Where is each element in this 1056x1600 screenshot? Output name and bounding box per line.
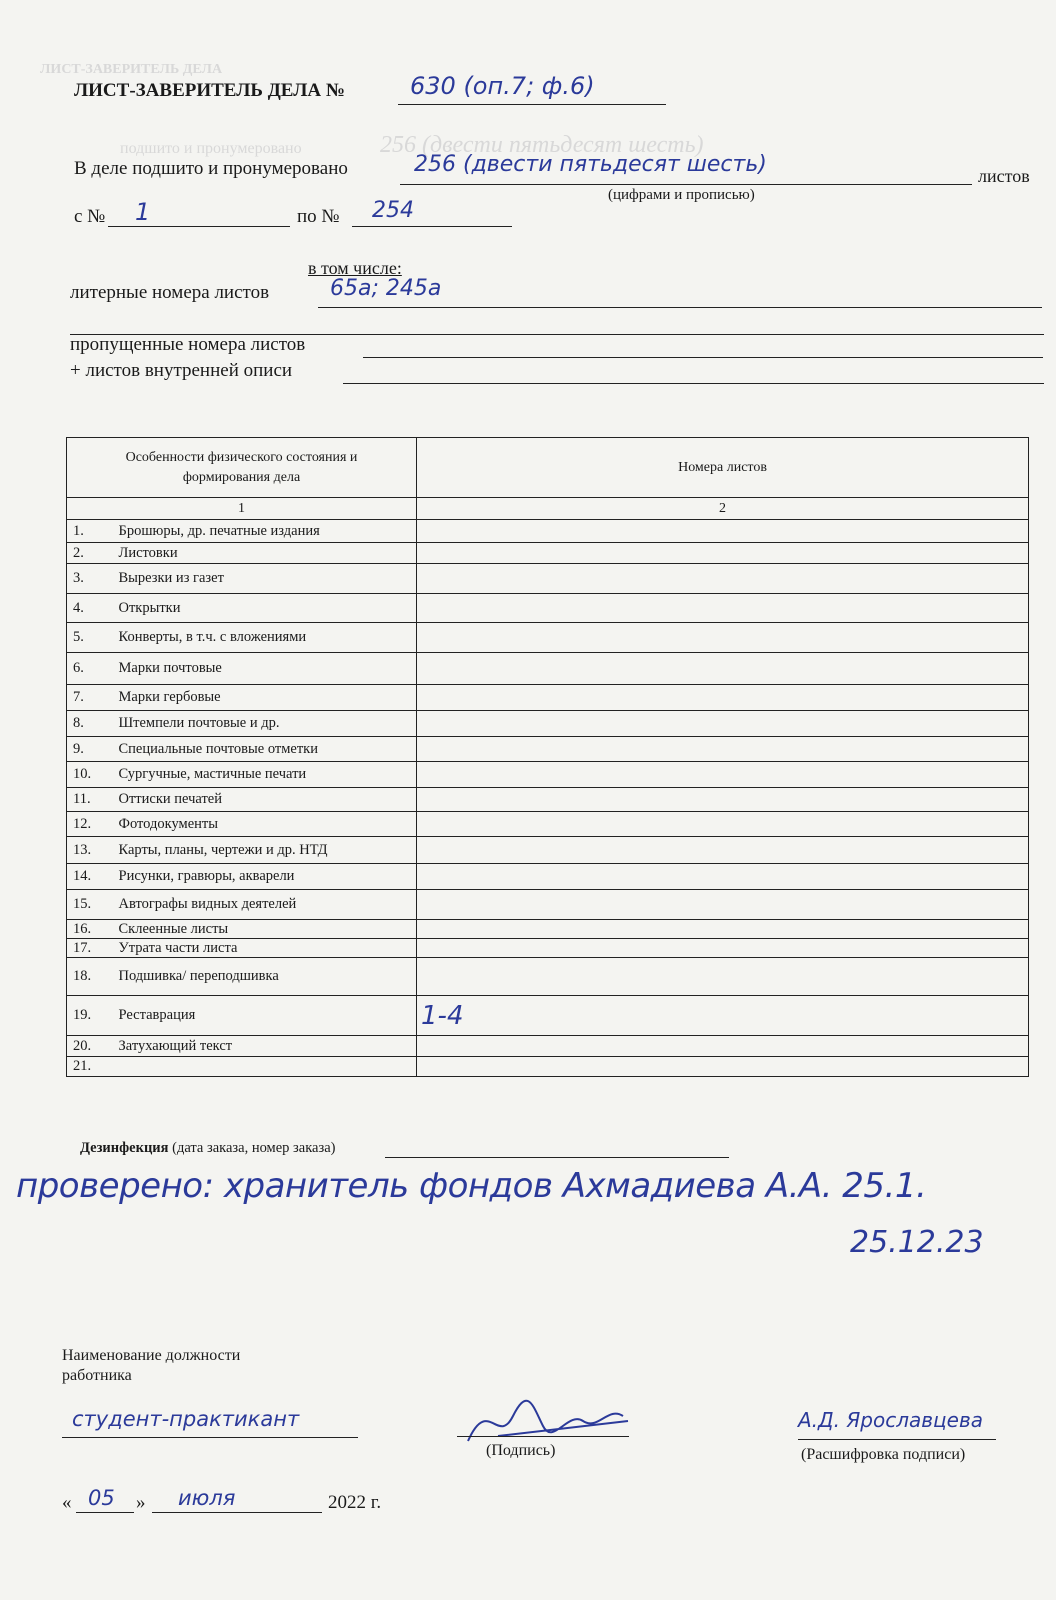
filed-label: В деле подшито и пронумеровано: [74, 158, 348, 179]
row-sheet-numbers: [417, 1036, 1029, 1057]
table-index-row: [67, 498, 1029, 520]
row-label: Марки гербовые: [113, 685, 417, 711]
table-row: [67, 1057, 1029, 1077]
row-number: 3.: [67, 564, 113, 594]
row-label: Открытки: [113, 594, 417, 623]
row-label: Автографы видных деятелей: [113, 890, 417, 920]
table-row: [67, 920, 1029, 939]
signature-decoding-label: (Расшифровка подписи): [801, 1446, 966, 1463]
date-year: 2022 г.: [328, 1492, 382, 1513]
col2-header: Номера листов: [417, 438, 1029, 498]
disinfection-label-bold: Дезинфекция: [80, 1140, 169, 1156]
table-row: [67, 890, 1029, 920]
internal-inventory-line: [343, 383, 1044, 384]
row-sheet-numbers: [417, 520, 1029, 543]
case-number-handwritten: 630 (оп.7; ф.6): [410, 72, 595, 100]
row-number: 2.: [67, 543, 113, 564]
disinfection-label-rest: (дата заказа, номер заказа): [172, 1140, 336, 1156]
row-sheet-numbers: [417, 623, 1029, 653]
row-number: 20.: [67, 1036, 113, 1057]
table-row: [67, 737, 1029, 762]
row-sheet-numbers: [417, 958, 1029, 996]
position-value-line: [62, 1437, 358, 1438]
row-label: Брошюры, др. печатные издания: [113, 520, 417, 543]
row-sheet-numbers: [417, 653, 1029, 685]
table-row: [67, 543, 1029, 564]
missing-sheets-label: пропущенные номера листов: [70, 334, 306, 355]
row-sheet-numbers: [417, 685, 1029, 711]
row-label: Склеенные листы: [113, 920, 417, 939]
row-number: 21.: [67, 1057, 113, 1077]
range-from-label: с №: [74, 206, 106, 227]
table-row: [67, 520, 1029, 543]
row-number: 6.: [67, 653, 113, 685]
range-to-label: по №: [297, 206, 340, 227]
row-label: Фотодокументы: [113, 812, 417, 837]
row-label: Карты, планы, чертежи и др. НТД: [113, 837, 417, 864]
row-sheet-numbers: [417, 762, 1029, 788]
table-row: [67, 939, 1029, 958]
row-sheet-numbers: [417, 812, 1029, 837]
row-sheet-numbers: 1-4: [417, 996, 1029, 1036]
row-number: 19.: [67, 996, 113, 1036]
verification-handwritten: проверено: хранитель фондов Ахмадиева А.А. 25.1.: [16, 1166, 927, 1206]
col1-header: Особенности физического состояния и формирования дела: [67, 438, 417, 498]
letter-sheets-line: [318, 307, 1042, 308]
table-row: [67, 762, 1029, 788]
disinfection-label: [80, 1140, 335, 1157]
internal-inventory-label: + листов внутренней описи: [70, 360, 293, 381]
position-label-line2: работника: [62, 1367, 132, 1384]
table-row: [67, 788, 1029, 812]
row-number: 11.: [67, 788, 113, 812]
row-sheet-numbers: [417, 788, 1029, 812]
row-sheet-numbers: [417, 711, 1029, 737]
table-row: [67, 864, 1029, 890]
row-sheet-numbers: [417, 737, 1029, 762]
row-label: Листовки: [113, 543, 417, 564]
row-number: 16.: [67, 920, 113, 939]
filed-value-handwritten: 256 (двести пятьдесят шесть): [414, 152, 767, 177]
row-number: 17.: [67, 939, 113, 958]
missing-sheets-line: [363, 357, 1043, 358]
table-body: [67, 520, 1029, 1077]
row-number: 18.: [67, 958, 113, 996]
row-number: 14.: [67, 864, 113, 890]
row-label: Специальные почтовые отметки: [113, 737, 417, 762]
row-number: 13.: [67, 837, 113, 864]
table-header-row: [67, 438, 1029, 498]
row-sheet-numbers: [417, 1057, 1029, 1077]
range-to-handwritten: 254: [372, 198, 414, 223]
row-sheet-numbers: [417, 939, 1029, 958]
signature-label: (Подпись): [486, 1442, 556, 1459]
row-sheet-numbers: [417, 564, 1029, 594]
date-day-line: [76, 1512, 134, 1513]
row-number: 12.: [67, 812, 113, 837]
signature-decoding-line: [798, 1439, 996, 1440]
page-title: ЛИСТ-ЗАВЕРИТЕЛЬ ДЕЛА №: [74, 80, 345, 101]
row-sheet-numbers: [417, 920, 1029, 939]
row-number: 5.: [67, 623, 113, 653]
row-number: 4.: [67, 594, 113, 623]
table-row: [67, 1036, 1029, 1057]
table-row: [67, 812, 1029, 837]
signature-line: [457, 1436, 629, 1437]
row-number: 15.: [67, 890, 113, 920]
row-label: [113, 1057, 417, 1077]
row-label: Марки почтовые: [113, 653, 417, 685]
table-row: [67, 958, 1029, 996]
row-label: Затухающий текст: [113, 1036, 417, 1057]
case-number-line: [398, 104, 666, 105]
row-label: Конверты, в т.ч. с вложениями: [113, 623, 417, 653]
filed-hint: (цифрами и прописью): [608, 187, 755, 203]
row-label: Подшивка/ переподшивка: [113, 958, 417, 996]
col1-index: 1: [67, 498, 417, 520]
row-label: Реставрация: [113, 996, 417, 1036]
table-row: [67, 837, 1029, 864]
date-month-line: [152, 1512, 322, 1513]
table-row: [67, 623, 1029, 653]
range-from-handwritten: 1: [135, 198, 151, 226]
filed-unit: листов: [978, 166, 1030, 186]
row-label: Рисунки, гравюры, акварели: [113, 864, 417, 890]
range-to-line: [352, 226, 512, 227]
row-number: 9.: [67, 737, 113, 762]
date-month-handwritten: июля: [178, 1486, 236, 1510]
range-from-line: [108, 226, 290, 227]
row-sheet-numbers: [417, 837, 1029, 864]
row-sheet-numbers: [417, 594, 1029, 623]
letter-sheets-label: литерные номера листов: [70, 282, 270, 303]
position-label-line1: Наименование должности: [62, 1347, 241, 1364]
row-number: 1.: [67, 520, 113, 543]
row-number: 10.: [67, 762, 113, 788]
table-row: [67, 711, 1029, 737]
date-day-handwritten: 05: [88, 1486, 115, 1510]
signature-decoding-handwritten: А.Д. Ярославцева: [798, 1408, 983, 1432]
row-label: Штемпели почтовые и др.: [113, 711, 417, 737]
row-sheet-numbers: [417, 543, 1029, 564]
letter-sheets-handwritten: 65а; 245а: [330, 276, 442, 301]
row-sheet-numbers: [417, 890, 1029, 920]
row-number: 8.: [67, 711, 113, 737]
row-label: Утрата части листа: [113, 939, 417, 958]
physical-state-table: [66, 437, 1029, 1077]
table-row: [67, 594, 1029, 623]
ghost-line: подшито и пронумеровано: [120, 140, 302, 157]
row-sheet-numbers: [417, 864, 1029, 890]
row-label: Вырезки из газет: [113, 564, 417, 594]
table-row: [67, 564, 1029, 594]
ghost-title: ЛИСТ-ЗАВЕРИТЕЛЬ ДЕЛА: [40, 62, 223, 77]
date-close-quote: »: [136, 1492, 146, 1513]
row-number: 7.: [67, 685, 113, 711]
row-label: Сургучные, мастичные печати: [113, 762, 417, 788]
table-row: [67, 996, 1029, 1036]
including-label: в том числе:: [308, 258, 402, 278]
col2-index: 2: [417, 498, 1029, 520]
verification-date-handwritten: 25.12.23: [850, 1225, 984, 1260]
filed-value-line: [400, 184, 972, 185]
ghost-hw: 256 (двести пятьдесят шесть): [380, 132, 704, 158]
disinfection-line: [385, 1157, 729, 1158]
date-open-quote: «: [62, 1492, 72, 1513]
table-row: [67, 653, 1029, 685]
position-value-handwritten: студент-практикант: [72, 1407, 300, 1431]
row-label: Оттиски печатей: [113, 788, 417, 812]
table-row: [67, 685, 1029, 711]
